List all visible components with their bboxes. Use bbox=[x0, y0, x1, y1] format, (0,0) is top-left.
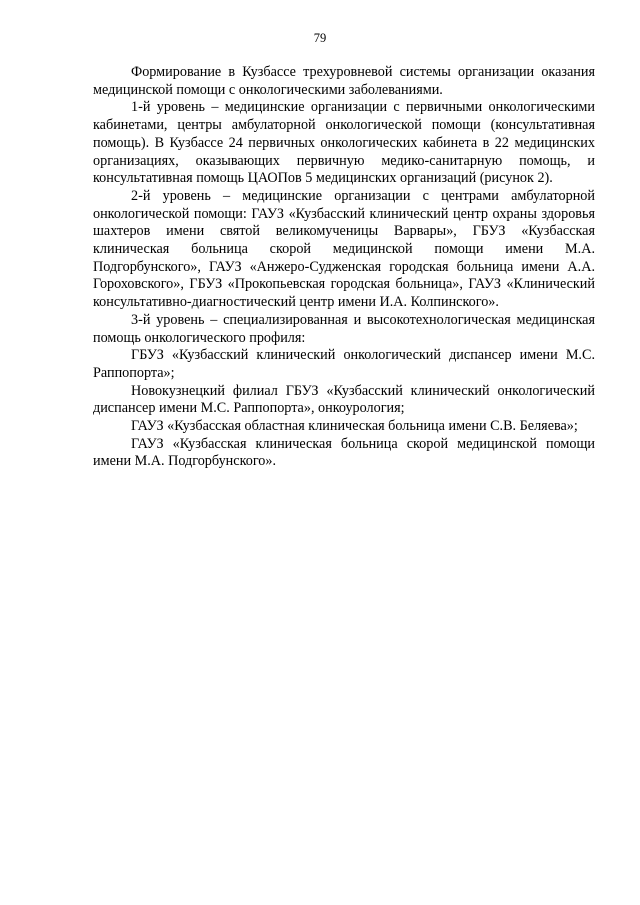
paragraph-level-2: 2-й уровень – медицинские организации с центрами амбулаторной онкологической помощи: ГАУЗ «Кузбасский клинический центр охраны здоровья шахтеров имени святой великомученицы Варвары», ГБУЗ «Кузбасская клиническая больница скорой медицинской помощи имени М.А. Подгорбунского», ГАУЗ «Анжеро-Судженская городская больница имени А.А. Гороховского», ГБУЗ «Прокопьевская городская больница», ГАУЗ «Клинический консультативно-диагностический центр имени И.А. Колпинского». bbox=[93, 187, 595, 311]
list-item-novokuznetsk-branch: Новокузнецкий филиал ГБУЗ «Кузбасский клинический онкологический диспансер имени М.С. Раппопорта», онкоурология; bbox=[93, 382, 595, 417]
paragraph-intro: Формирование в Кузбассе трехуровневой системы организации оказания медицинской помощи с онкологическими заболеваниями. bbox=[93, 64, 595, 98]
list-item-regional-hospital: ГАУЗ «Кузбасская областная клиническая больница имени С.В. Беляева»; bbox=[131, 418, 578, 435]
document-body bbox=[93, 64, 595, 471]
list-item-oncology-dispensary: ГБУЗ «Кузбасский клинический онкологический диспансер имени М.С. Раппопорта»; bbox=[93, 347, 595, 381]
paragraph-level-3: 3-й уровень – специализированная и высокотехнологическая медицинская помощь онкологического профиля: bbox=[93, 311, 595, 346]
page-number: 79 bbox=[313, 31, 327, 45]
paragraph-level-1: 1-й уровень – медицинские организации с первичными онкологическими кабинетами, центры амбулаторной онкологической помощи (консультативная помощь). В Кузбассе 24 первичных онкологических кабинета в 22 медицинских организациях, оказывающих первичную медико-санитарную помощь, и консультативная помощь ЦАОПов 5 медицинских организаций (рисунок 2). bbox=[93, 99, 595, 187]
list-item-emergency-hospital: ГАУЗ «Кузбасская клиническая больница скорой медицинской помощи имени М.А. Подгорбунского». bbox=[93, 435, 595, 470]
